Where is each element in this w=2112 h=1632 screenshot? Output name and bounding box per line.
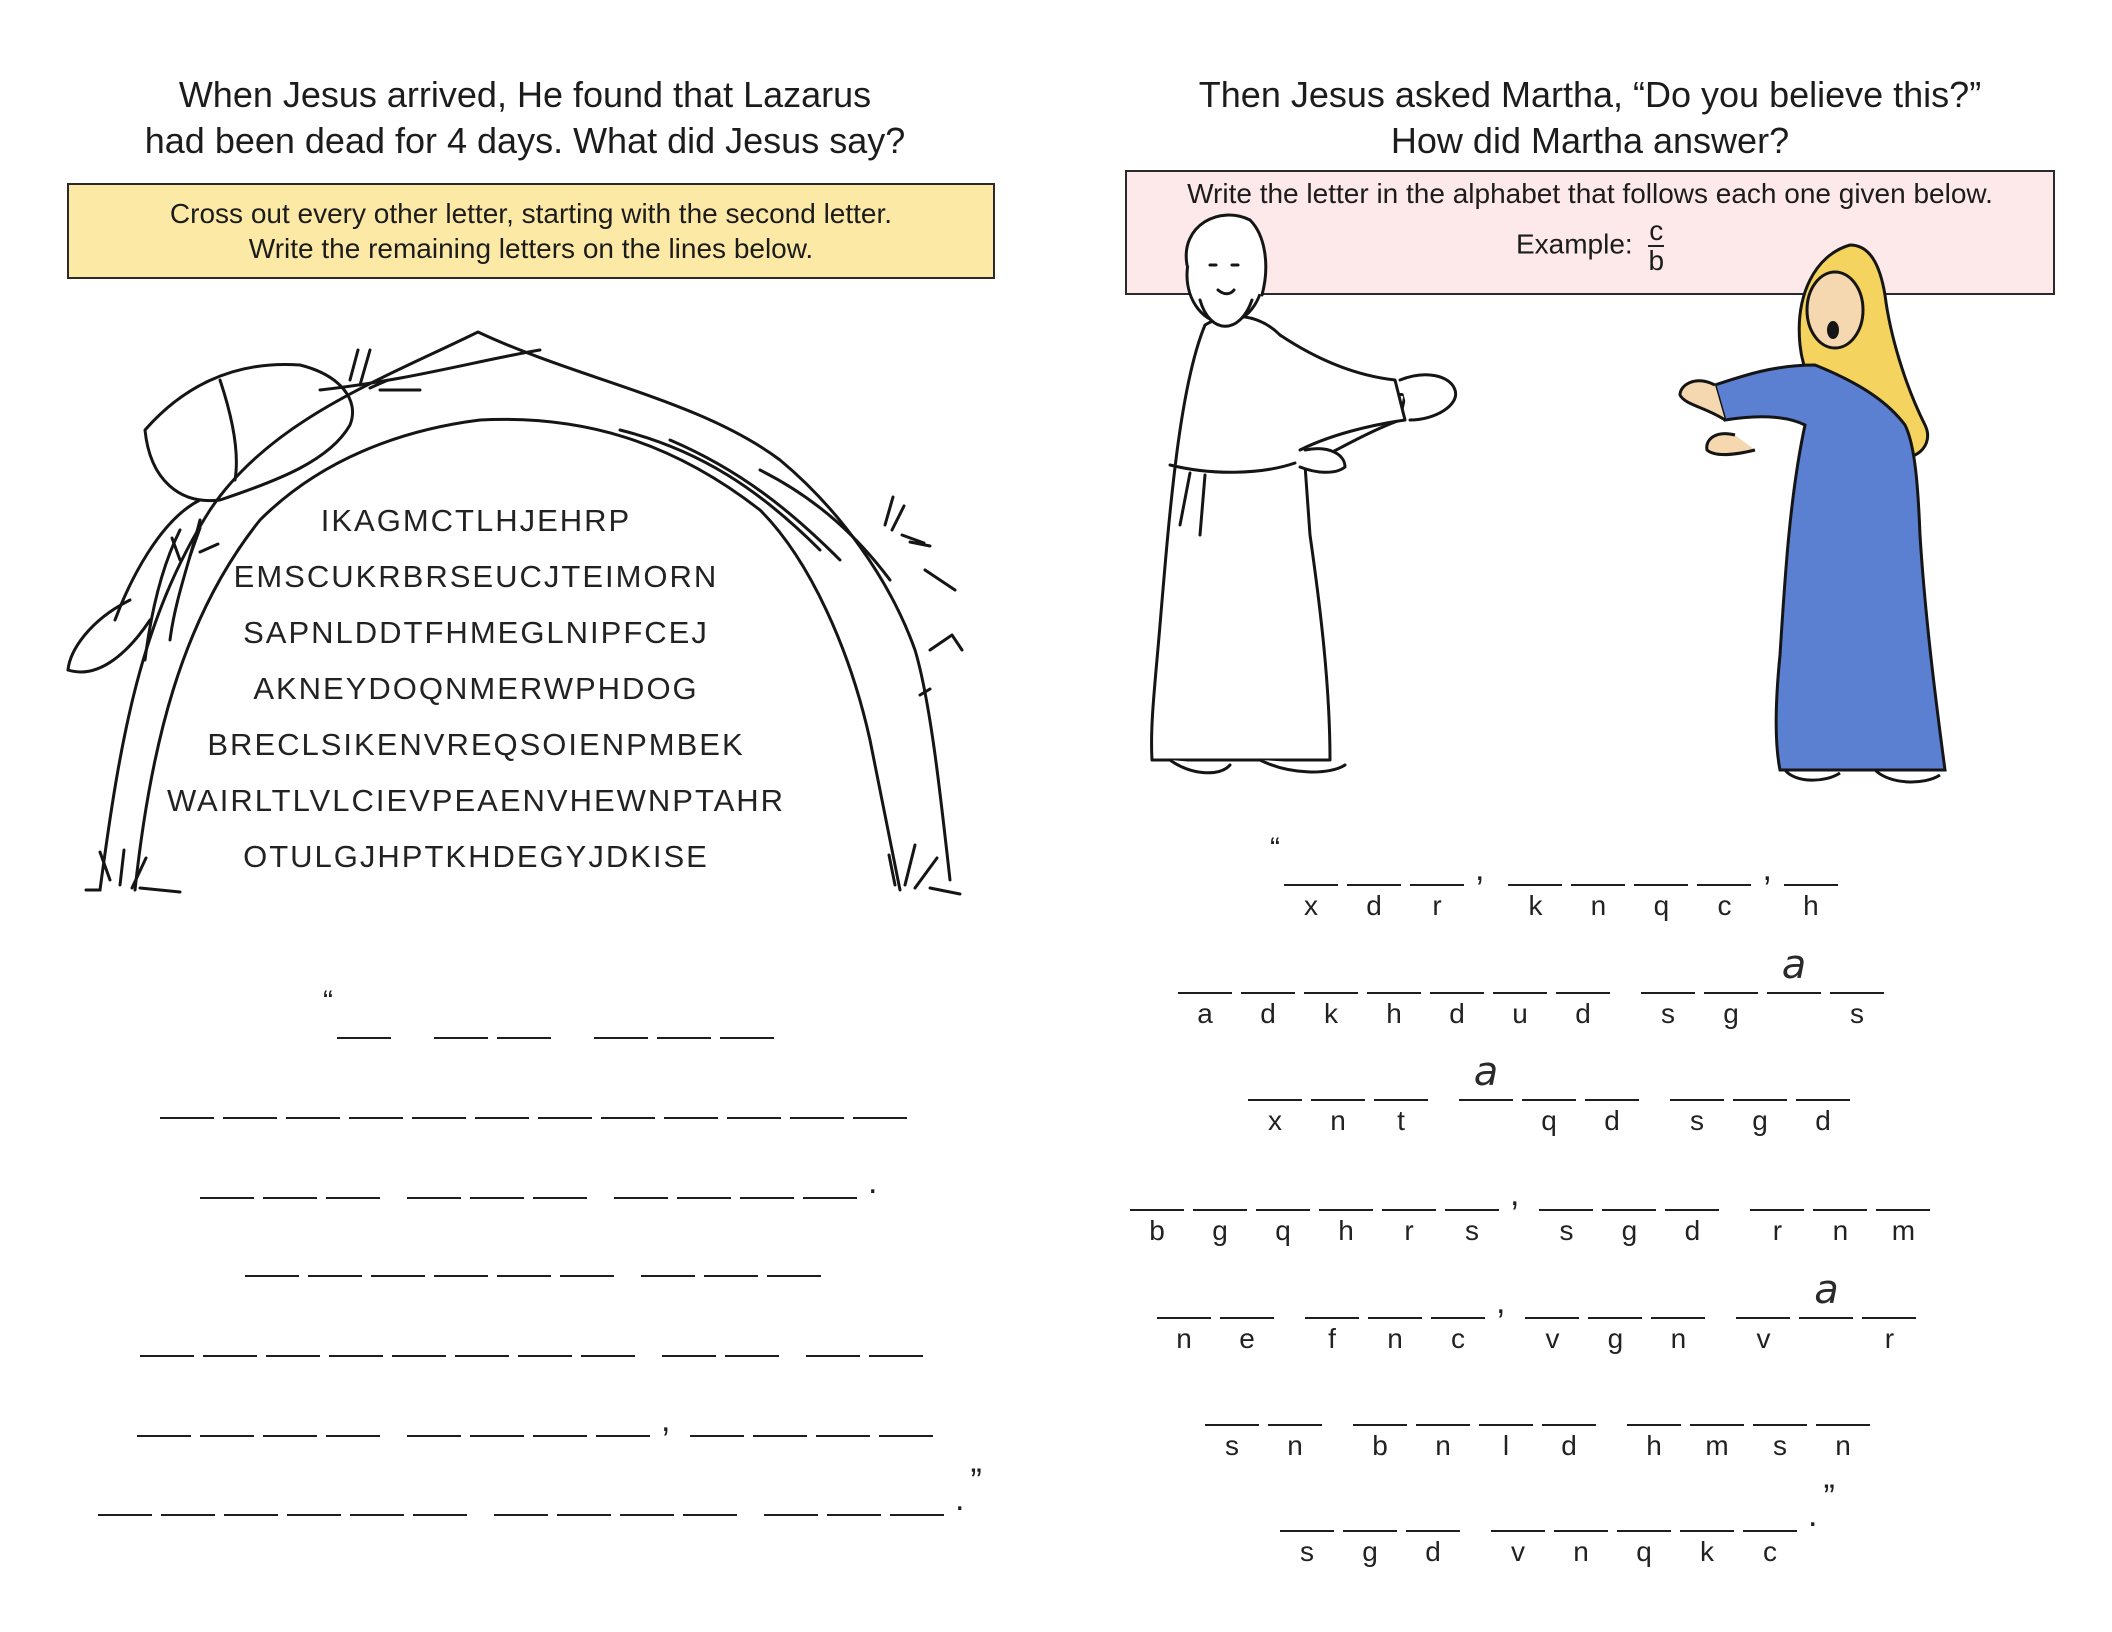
cipher-blank[interactable] — [1733, 1047, 1787, 1136]
answer-blank[interactable] — [560, 1223, 614, 1277]
left-answer-row-4 — [245, 1223, 830, 1277]
comma: , — [1762, 850, 1772, 888]
cipher-blank[interactable] — [1641, 940, 1695, 1029]
answer-blank[interactable] — [392, 1303, 446, 1357]
cipher-letter: s — [1559, 1215, 1574, 1246]
answer-blank[interactable] — [470, 1145, 524, 1199]
cipher-letter: k — [1700, 1536, 1714, 1567]
cipher-letter: a — [1197, 998, 1213, 1029]
cipher-blank[interactable] — [1280, 1478, 1334, 1567]
answer-blank[interactable] — [767, 1223, 821, 1277]
cipher-blank[interactable] — [1680, 1478, 1734, 1567]
answer-blank[interactable] — [497, 985, 551, 1039]
answer-blank[interactable] — [727, 1065, 781, 1119]
answer-blank[interactable] — [704, 1223, 758, 1277]
cipher-letter: c — [1763, 1536, 1777, 1567]
answer-blank[interactable] — [594, 985, 648, 1039]
period: . — [1808, 1496, 1818, 1534]
answer-blank[interactable] — [581, 1303, 635, 1357]
left-heading — [60, 72, 990, 164]
answer-blank[interactable] — [869, 1303, 923, 1357]
comma: , — [1510, 1175, 1520, 1213]
cipher-letter: d — [1260, 998, 1276, 1029]
cipher-blank[interactable] — [1816, 1372, 1870, 1461]
hint-letter: a — [1473, 1049, 1499, 1095]
cipher-letter: g — [1607, 1323, 1624, 1354]
cipher-blank[interactable] — [1697, 832, 1751, 921]
cipher-blank[interactable] — [1406, 1478, 1460, 1567]
cipher-letter: v — [1511, 1536, 1525, 1567]
cipher-blank[interactable] — [1367, 940, 1421, 1029]
right-instruction: Write the letter in the alphabet that follows each one given below. — [1187, 178, 1993, 209]
answer-blank[interactable] — [596, 1383, 650, 1437]
cipher-blank[interactable] — [1382, 1157, 1436, 1246]
answer-blank[interactable] — [286, 1065, 340, 1119]
cipher-letter: s — [1465, 1215, 1479, 1246]
cipher-letter: r — [1884, 1323, 1895, 1354]
left-instruction-line1: Cross out every other letter, starting with the second letter. — [169, 198, 893, 229]
cipher-letter: d — [1604, 1105, 1620, 1136]
answer-blank[interactable] — [407, 1145, 461, 1199]
answer-blank[interactable] — [475, 1065, 529, 1119]
cipher-blank[interactable] — [1493, 940, 1547, 1029]
cipher-blank[interactable] — [1750, 1157, 1804, 1246]
comma: , — [1496, 1283, 1506, 1321]
answer-blank[interactable] — [337, 985, 391, 1039]
puzzle-line: AKNEYDOQNMERWPHDOG — [253, 671, 699, 706]
cipher-blank[interactable] — [1784, 832, 1838, 921]
open-quote: “ — [1270, 832, 1280, 865]
answer-blank[interactable] — [455, 1303, 509, 1357]
answer-blank[interactable] — [890, 1462, 944, 1516]
cipher-letter: f — [1328, 1323, 1336, 1354]
left-answer-row-3 — [200, 1145, 879, 1199]
cipher-blank[interactable] — [1508, 832, 1562, 921]
cipher-blank[interactable] — [1651, 1265, 1705, 1354]
left-answer-row-7 — [98, 1462, 982, 1516]
cipher-row-7 — [1280, 1478, 1835, 1567]
example-bottom: b — [1648, 245, 1665, 276]
cipher-letter: m — [1891, 1215, 1916, 1246]
hint-letter: a — [1814, 1267, 1839, 1313]
cipher-letter: d — [1425, 1536, 1441, 1567]
answer-blank[interactable] — [557, 1462, 611, 1516]
period: . — [955, 1480, 965, 1518]
cipher-letter: q — [1636, 1536, 1652, 1567]
cipher-letter: g — [1212, 1215, 1228, 1246]
cipher-blank[interactable] — [1343, 1478, 1397, 1567]
answer-blank[interactable] — [641, 1223, 695, 1277]
left-answer-row-1 — [323, 985, 783, 1039]
cipher-blank-hint[interactable] — [1767, 940, 1821, 994]
cipher-letter: d — [1815, 1105, 1831, 1136]
answer-blank[interactable] — [287, 1462, 341, 1516]
cipher-blank[interactable] — [1347, 832, 1401, 921]
cipher-letter: r — [1404, 1215, 1414, 1246]
cipher-letter: s — [1661, 998, 1675, 1029]
cipher-blank[interactable] — [1178, 940, 1232, 1029]
period: . — [868, 1163, 878, 1201]
answer-blank[interactable] — [533, 1383, 587, 1437]
close-quote: ” — [970, 1462, 982, 1500]
cipher-letter: d — [1684, 1215, 1701, 1246]
cipher-letter: t — [1397, 1105, 1405, 1136]
answer-blank[interactable] — [161, 1462, 215, 1516]
right-heading-line1: Then Jesus asked Martha, “Do you believe this?” — [1198, 74, 1982, 115]
cipher-blank[interactable] — [1670, 1047, 1724, 1136]
cipher-letter: v — [1545, 1323, 1560, 1354]
answer-blank[interactable] — [497, 1223, 551, 1277]
answer-blank[interactable] — [203, 1303, 257, 1357]
answer-blank[interactable] — [664, 1065, 718, 1119]
cipher-blank[interactable] — [1304, 940, 1358, 1029]
cipher-letter: s — [1690, 1105, 1704, 1136]
answer-blank[interactable] — [753, 1383, 807, 1437]
answer-blank[interactable] — [200, 1145, 254, 1199]
example-top: c — [1649, 215, 1664, 246]
cipher-blank[interactable] — [1491, 1478, 1545, 1567]
cipher-letter: d — [1561, 1430, 1577, 1461]
cipher-blank[interactable] — [1634, 832, 1688, 921]
cipher-letter: h — [1803, 890, 1819, 921]
answer-blank[interactable] — [533, 1145, 587, 1199]
left-answer-row-5 — [140, 1303, 932, 1357]
cipher-letter: b — [1372, 1430, 1388, 1461]
cipher-letter: n — [1835, 1430, 1851, 1461]
cipher-letter: d — [1575, 998, 1591, 1029]
cipher-blank[interactable] — [1690, 1372, 1744, 1461]
cipher-letter: n — [1832, 1215, 1849, 1246]
answer-blank[interactable] — [790, 1065, 844, 1119]
cipher-row-4 — [1130, 1157, 1939, 1246]
cipher-blank[interactable] — [1539, 1157, 1593, 1246]
cipher-blank[interactable] — [1542, 1372, 1596, 1461]
answer-blank[interactable] — [308, 1223, 362, 1277]
puzzle-line: OTULGJHPTKHDEGYJDKISE — [243, 839, 709, 874]
answer-blank[interactable] — [160, 1065, 214, 1119]
cipher-letter: k — [1528, 890, 1543, 921]
cipher-blank[interactable] — [1305, 1265, 1359, 1354]
puzzle-line: WAIRLTLVLCIEVPEAENVHEWNPTAHR — [166, 783, 786, 818]
left-instruction-box — [67, 183, 995, 279]
cipher-blank[interactable] — [1588, 1265, 1642, 1354]
cipher-letter: h — [1386, 998, 1402, 1029]
cipher-letter: n — [1670, 1323, 1687, 1354]
cipher-blank[interactable] — [1876, 1157, 1930, 1246]
answer-blank[interactable] — [412, 1065, 466, 1119]
cipher-letter: q — [1541, 1105, 1557, 1136]
cipher-letter: m — [1705, 1430, 1729, 1461]
cipher-blank[interactable] — [1602, 1157, 1656, 1246]
cipher-blank[interactable] — [1157, 1265, 1211, 1354]
answer-blank[interactable] — [326, 1145, 380, 1199]
cipher-blank[interactable] — [1796, 1047, 1850, 1136]
answer-blank[interactable] — [803, 1145, 857, 1199]
cipher-letter: h — [1338, 1215, 1354, 1246]
cipher-letter: d — [1366, 890, 1382, 921]
cipher-letter: d — [1449, 998, 1465, 1029]
cipher-letter: e — [1239, 1323, 1255, 1354]
cipher-blank[interactable] — [1585, 1047, 1639, 1136]
answer-blank[interactable] — [413, 1462, 467, 1516]
answer-blank[interactable] — [827, 1462, 881, 1516]
cipher-letter: n — [1176, 1323, 1192, 1354]
cipher-letter: n — [1330, 1105, 1346, 1136]
answer-blank[interactable] — [329, 1303, 383, 1357]
cipher-letter: n — [1287, 1430, 1303, 1461]
cipher-letter: v — [1756, 1323, 1771, 1354]
cipher-letter: s — [1850, 998, 1864, 1029]
letter-puzzle — [120, 503, 832, 883]
close-quote: ” — [1823, 1478, 1835, 1516]
cipher-blank[interactable] — [1743, 1478, 1797, 1567]
cipher-blank[interactable] — [1430, 940, 1484, 1029]
cipher-blank[interactable] — [1374, 1047, 1428, 1136]
comma: , — [661, 1401, 671, 1439]
answer-blank[interactable] — [657, 985, 711, 1039]
cipher-blank[interactable] — [1416, 1372, 1470, 1461]
answer-blank[interactable] — [371, 1223, 425, 1277]
cipher-letter: g — [1621, 1215, 1638, 1246]
answer-blank[interactable] — [494, 1462, 548, 1516]
cipher-letter: q — [1275, 1215, 1291, 1246]
cipher-blank[interactable] — [1353, 1372, 1407, 1461]
cipher-blank[interactable] — [1704, 940, 1758, 1029]
puzzle-line: SAPNLDDTFHMEGLNIPFCEJ — [243, 615, 709, 650]
answer-blank[interactable] — [725, 1303, 779, 1357]
cipher-row-2 — [1178, 940, 1893, 1029]
answer-blank[interactable] — [350, 1462, 404, 1516]
cipher-letter: g — [1752, 1105, 1768, 1136]
cipher-letter: s — [1773, 1430, 1787, 1461]
cipher-row-1 — [1270, 832, 1847, 921]
answer-blank[interactable] — [816, 1383, 870, 1437]
answer-blank[interactable] — [200, 1383, 254, 1437]
cipher-letter: g — [1362, 1536, 1378, 1567]
cipher-blank-hint[interactable] — [1799, 1265, 1853, 1319]
cipher-blank[interactable] — [1311, 1047, 1365, 1136]
cipher-letter: h — [1646, 1430, 1662, 1461]
cipher-letter: x — [1268, 1105, 1282, 1136]
answer-blank[interactable] — [662, 1303, 716, 1357]
answer-blank[interactable] — [434, 1223, 488, 1277]
cipher-blank[interactable] — [1268, 1372, 1322, 1461]
answer-blank[interactable] — [349, 1065, 403, 1119]
answer-blank[interactable] — [518, 1303, 572, 1357]
answer-blank[interactable] — [245, 1223, 299, 1277]
answer-blank[interactable] — [614, 1145, 668, 1199]
cipher-blank[interactable] — [1410, 832, 1464, 921]
answer-blank[interactable] — [266, 1303, 320, 1357]
answer-blank[interactable] — [326, 1383, 380, 1437]
cipher-blank[interactable] — [1627, 1372, 1681, 1461]
answer-blank[interactable] — [263, 1145, 317, 1199]
answer-blank[interactable] — [223, 1065, 277, 1119]
cipher-row-6 — [1205, 1372, 1879, 1461]
cipher-blank[interactable] — [1193, 1157, 1247, 1246]
answer-blank[interactable] — [740, 1145, 794, 1199]
answer-blank[interactable] — [806, 1303, 860, 1357]
answer-blank[interactable] — [434, 985, 488, 1039]
jesus-figure — [1130, 205, 1470, 805]
answer-blank[interactable] — [683, 1462, 737, 1516]
answer-blank[interactable] — [620, 1462, 674, 1516]
cipher-row-5 — [1157, 1265, 1925, 1354]
answer-blank[interactable] — [764, 1462, 818, 1516]
answer-blank[interactable] — [224, 1462, 278, 1516]
answer-blank[interactable] — [98, 1462, 152, 1516]
left-heading-line2: had been dead for 4 days. What did Jesus say? — [144, 120, 906, 161]
answer-blank[interactable] — [601, 1065, 655, 1119]
cipher-blank[interactable] — [1248, 1047, 1302, 1136]
left-answer-row-6 — [137, 1383, 942, 1437]
cipher-row-3 — [1248, 1047, 1859, 1136]
cipher-letter: s — [1300, 1536, 1314, 1567]
right-heading-line2: How did Martha answer? — [1390, 120, 1790, 161]
puzzle-line: IKAGMCTLHJEHRP — [320, 503, 632, 538]
cipher-blank[interactable] — [1554, 1478, 1608, 1567]
cipher-blank[interactable] — [1241, 940, 1295, 1029]
example-fraction — [1648, 217, 1664, 275]
cipher-letter: n — [1387, 1323, 1403, 1354]
cipher-blank[interactable] — [1736, 1265, 1790, 1354]
comma: , — [1475, 850, 1485, 888]
cipher-blank[interactable] — [1556, 940, 1610, 1029]
answer-blank[interactable] — [538, 1065, 592, 1119]
cipher-blank[interactable] — [1205, 1372, 1259, 1461]
answer-blank[interactable] — [677, 1145, 731, 1199]
left-answer-row-2 — [160, 1065, 916, 1119]
cipher-blank[interactable] — [1431, 1265, 1485, 1354]
cipher-letter: r — [1772, 1215, 1783, 1246]
answer-blank[interactable] — [137, 1383, 191, 1437]
cipher-letter: n — [1573, 1536, 1589, 1567]
cipher-letter: n — [1590, 890, 1607, 921]
cipher-letter: u — [1512, 998, 1528, 1029]
example-label: Example: — [1515, 228, 1633, 260]
cipher-letter: l — [1502, 1430, 1510, 1461]
cipher-letter: b — [1149, 1215, 1165, 1246]
cipher-letter: x — [1304, 890, 1318, 921]
cipher-blank[interactable] — [1130, 1157, 1184, 1246]
puzzle-line: EMSCUKRBRSEUCJTEIMORN — [233, 559, 719, 594]
cipher-letter: c — [1451, 1323, 1465, 1354]
answer-blank[interactable] — [879, 1383, 933, 1437]
cipher-blank[interactable] — [1284, 832, 1338, 921]
cipher-blank[interactable] — [1862, 1265, 1916, 1354]
cipher-blank-hint[interactable] — [1459, 1047, 1513, 1101]
cipher-blank[interactable] — [1368, 1265, 1422, 1354]
cipher-letter: s — [1225, 1430, 1239, 1461]
cipher-blank[interactable] — [1479, 1372, 1533, 1461]
martha-figure — [1675, 235, 2025, 805]
cipher-blank[interactable] — [1665, 1157, 1719, 1246]
cipher-letter: g — [1723, 998, 1739, 1029]
cipher-letter: c — [1717, 890, 1732, 921]
cipher-blank[interactable] — [1220, 1265, 1274, 1354]
cipher-letter: n — [1435, 1430, 1451, 1461]
hint-letter: a — [1781, 942, 1807, 988]
answer-blank[interactable] — [690, 1383, 744, 1437]
cipher-blank[interactable] — [1753, 1372, 1807, 1461]
cipher-blank[interactable] — [1319, 1157, 1373, 1246]
cipher-blank[interactable] — [1571, 832, 1625, 921]
cipher-letter: r — [1432, 890, 1442, 921]
cipher-blank[interactable] — [1256, 1157, 1310, 1246]
answer-blank[interactable] — [853, 1065, 907, 1119]
left-instruction-line2: Write the remaining letters on the lines below. — [248, 233, 814, 264]
cipher-letter: q — [1653, 890, 1670, 921]
cipher-blank[interactable] — [1830, 940, 1884, 1029]
cipher-blank[interactable] — [1813, 1157, 1867, 1246]
answer-blank[interactable] — [140, 1303, 194, 1357]
left-heading-line1: When Jesus arrived, He found that Lazarus — [178, 74, 872, 115]
cipher-blank[interactable] — [1525, 1265, 1579, 1354]
cipher-letter: k — [1324, 998, 1338, 1029]
answer-blank[interactable] — [470, 1383, 524, 1437]
puzzle-line: BRECLSIKENVREQSOIENPMBEK — [207, 727, 745, 762]
open-quote: “ — [323, 985, 333, 1018]
cipher-blank[interactable] — [1522, 1047, 1576, 1136]
right-heading — [1110, 72, 2070, 164]
answer-blank[interactable] — [407, 1383, 461, 1437]
answer-blank[interactable] — [720, 985, 774, 1039]
answer-blank[interactable] — [263, 1383, 317, 1437]
cipher-blank[interactable] — [1445, 1157, 1499, 1246]
cipher-blank[interactable] — [1617, 1478, 1671, 1567]
